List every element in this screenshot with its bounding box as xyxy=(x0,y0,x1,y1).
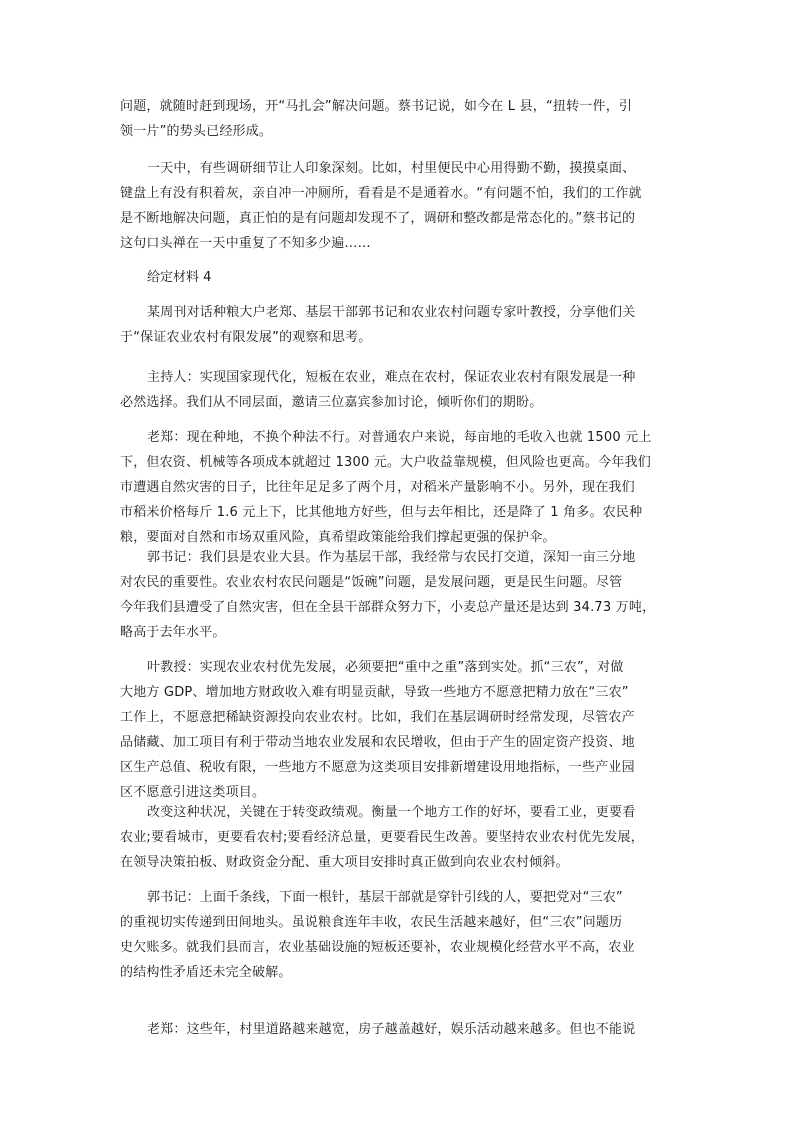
text-line: 这句口头禅在一天中重复了不知多少遍…… xyxy=(120,236,371,251)
paragraph-10 xyxy=(120,1017,676,1042)
paragraph-2 xyxy=(120,156,676,256)
text-line: 必然选择。我们从不同层面，邀请三位嘉宾参加讨论，倾听你们的期盼。 xyxy=(120,395,543,410)
text-line: 问题，就随时赶到现场，开“马扎会”解决问题。蔡书记说，如今在 L 县，“扭转一件，引 xyxy=(120,99,633,114)
text-line: 市遭遇自然灾害的日子，比往年足足多了两个月，对稻米产量影响不小。另外，现在我们 xyxy=(120,480,635,495)
text-line: 在领导决策拍板、财政资金分配、重大项目安排时真正做到向农业农村倾斜。 xyxy=(120,855,569,870)
text-line: 粮，要面对自然和市场双重风险，真希望政策能给我们撑起更强的保护伞。 xyxy=(120,530,556,545)
text-line: 某周刊对话种粮大户老郑、基层干部郭书记和农业农村问题专家叶教授，分享他们关 xyxy=(147,305,636,320)
text-line: 一天中，有些调研细节让人印象深刻。比如，村里便民中心用得勤不勤，摸摸桌面、 xyxy=(147,161,636,176)
text-line: 对农民的重要性。农业农村农民问题是“饭碗”问题，是发展问题，更是民生问题。尽管 xyxy=(120,575,623,590)
text-line: 叶教授：实现农业农村优先发展，必须要把“重中之重”落到实处。抓“三农”，对做 xyxy=(147,660,624,675)
paragraph-8 xyxy=(120,800,676,875)
paragraph-3 xyxy=(120,300,676,350)
text-line: 工作上，不愿意把稀缺资源投向农业农村。比如，我们在基层调研时经常发现，尽管农产 xyxy=(120,710,635,725)
text-line: 改变这种状况，关键在于转变政绩观。衡量一个地方工作的好坏，要看工业，更要看 xyxy=(147,805,636,820)
text-line: 今年我们县遭受了自然灾害，但在全县干部群众努力下，小麦总产量还是达到 34.73 万吨， xyxy=(120,600,656,615)
text-line: 略高于去年水平。 xyxy=(120,625,226,640)
text-line: 领一片”的势头已经形成。 xyxy=(120,124,273,139)
text-line: 区生产总值、税收有限，一些地方不愿意为这类项目安排新增建设用地指标，一些产业园 xyxy=(120,760,635,775)
paragraph-4 xyxy=(120,365,676,415)
text-line: 是不断地解决问题，真正怕的是有问题却发现不了，调研和整改都是常态化的。”蔡书记的 xyxy=(120,211,636,226)
text-line: 史欠账多。就我们县而言，农业基础设施的短板还要补，农业规模化经营水平不高，农业 xyxy=(120,940,635,955)
text-line: 于“保证农业农村有限发展”的观察和思考。 xyxy=(120,330,372,345)
paragraph-9 xyxy=(120,885,676,985)
text-line: 下，但农资、机械等各项成本就超过 1300 元。大户收益靠规模，但风险也更高。今年我们 xyxy=(120,455,651,470)
text-line: 老郑：现在种地，不换个种法不行。对普通农户来说，每亩地的毛收入也就 1500 元上 xyxy=(147,430,652,445)
text-line: 品储藏、加工项目有利于带动当地农业发展和农民增收，但由于产生的固定资产投资、地 xyxy=(120,735,635,750)
text-line: 郭书记：我们县是农业大县。作为基层干部，我经常与农民打交道，深知一亩三分地 xyxy=(147,550,636,565)
text-line: 主持人：实现国家现代化，短板在农业，难点在农村，保证农业农村有限发展是一种 xyxy=(147,370,636,385)
text-line: 的结构性矛盾还未完全破解。 xyxy=(120,965,292,980)
text-line: 老郑：这些年，村里道路越来越宽，房子越盖越好，娱乐活动越来越多。但也不能说 xyxy=(147,1022,636,1037)
text-line: 农业;要看城市，更要看农村;要看经济总量，更要看民生改善。要坚持农业农村优先发展， xyxy=(120,830,644,845)
paragraph-5 xyxy=(120,425,676,550)
text-line: 的重视切实传递到田间地头。虽说粮食连年丰收，农民生活越来越好，但“三农”问题历 xyxy=(120,915,623,930)
text-line: 郭书记：上面千条线，下面一根针，基层干部就是穿针引线的人，要把党对“三农” xyxy=(147,890,623,905)
text-line: 键盘上有没有积着灰，亲自冲一冲厕所，看看是不是通着水。“有问题不怕，我们的工作就 xyxy=(120,186,642,201)
text-line: 市稻米价格每斤 1.6 元上下，比其他地方好些，但与去年相比，还是降了 1 角多。农民种 xyxy=(120,505,643,520)
paragraph-6 xyxy=(120,545,676,645)
text-line: 区不愿意引进这类项目。 xyxy=(120,785,266,800)
paragraph-1 xyxy=(120,94,676,144)
section-heading: 给定材料 4 xyxy=(147,270,212,285)
text-line: 大地方 GDP、增加地方财政收入难有明显贡献，导致一些地方不愿意把精力放在“三农” xyxy=(120,685,629,700)
paragraph-7 xyxy=(120,655,676,805)
